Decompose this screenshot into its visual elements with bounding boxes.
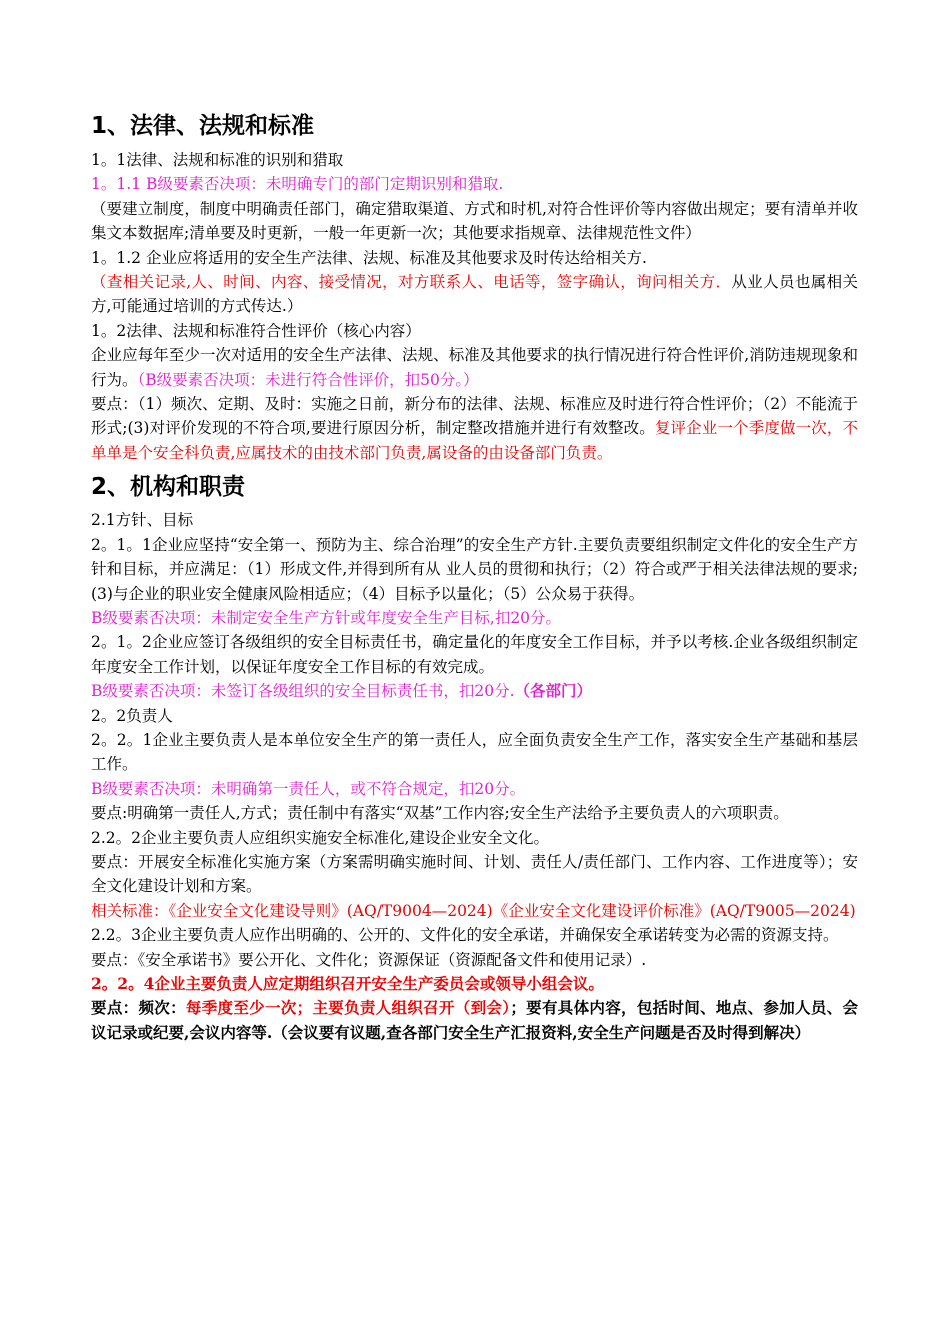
key-points-2-2-1: 要点:明确第一责任人,方式；责任制中有落实“双基”工作内容;安全生产法给予主要负责人的六项职责。 (91, 804, 789, 823)
clause-1-1-2: 1。1.2 企业应将适用的安全生产法律、法规、标准及其他要求及时传达给相关方. (91, 248, 647, 267)
clause-2-2-1: 2。2。1企业主要负责人是本单位安全生产的第一责任人，应全面负责安全生产工作，落实安全生产基础和基层工作。 (91, 730, 858, 774)
clause-1-1: 1。1法律、法规和标准的识别和猎取 (91, 151, 344, 169)
key-points-2-2-2: 要点：开展安全标准化实施方案（方案需明确实施时间、计划、责任人/责任部门、工作内容、工作进度等）；安全文化建设计划和方案。 (91, 852, 858, 896)
note-1-1-2-red: （查相关记录,人、时间、内容、接受情况，对方联系人、电话等，签字确认，询问相关方． (91, 273, 732, 292)
clause-2-1-1: 2。1。1企业应坚持“安全第一、预防为主、综合治理”的安全生产方针.主要负责要组织制定文件化的安全生产方针和目标，并应满足：（1）形成文件,并得到所有从 业人员的贯彻和执行；（2）符合或严于相关法律法规的要求;(3)与企业的职业安全健康风险相适应；（4）目标予以量化；（5）公众易于获得。 (91, 535, 858, 603)
key-points-2-2-4-a: 要点：频次： (91, 998, 186, 1018)
veto-item-1-2: （B级要素否决项：未进行符合性评价，扣50分。） (137, 370, 479, 389)
key-points-2-2-4 (91, 996, 858, 1045)
section-heading-2: 2、机构和职责 (91, 474, 246, 501)
veto-item-1-1-1: 1。1.1 B级要素否决项：未明确专门的部门定期识别和猎取. (91, 175, 504, 194)
clause-1-2: 1。2法律、法规和标准符合性评价（核心内容） (91, 321, 421, 340)
key-points-2-2-4-b: 每季度至少一次；主要负责人组织召开（到会） (185, 998, 511, 1018)
veto-item-2-1-1: B级要素否决项：未制定安全生产方针或年度安全生产目标,扣20分。 (91, 608, 562, 627)
note-1-1-2-black: 从业人员也属相关方,可能通过培训的方式传达.） (91, 273, 858, 316)
clause-2-2: 2。2负责人 (91, 706, 173, 725)
related-standards: 相关标准：《企业安全文化建设导则》(AQ/T9004—2024)《企业安全文化建设评价标准》(AQ/T9005—2024) (91, 901, 856, 920)
key-points-2-2-4-c: ；要有具体内容，包括时间、地点、参加人员、会议记录或纪要,会议内容等.（会议要有议题,查各部门安全生产汇报资料,安全生产问题是否及时得到解决） (91, 998, 858, 1042)
key-points-1-2-text: 要点：（1）频次、定期、及时：实施之日前，新分布的法律、法规、标准应及时进行符合性评价；（2）不能流于形式;(3)对评价发现的不符合项,要进行原因分析，制定整改措施并进行有效整改。 (91, 395, 858, 438)
veto-item-2-2-1: B级要素否决项：未明确第一责任人，或不符合规定，扣20分。 (91, 779, 526, 798)
veto-item-2-1-2 (91, 679, 858, 703)
clause-1-2-body (91, 343, 858, 392)
key-points-2-2-3: 要点：《安全承诺书》要公开化、文件化；资源保证（资源配备文件和使用记录）. (91, 950, 647, 969)
clause-2-2-4: 2。2。4企业主要负责人应定期组织召开安全生产委员会或领导小组会议。 (91, 974, 604, 993)
note-1-1-2 (91, 270, 858, 319)
section-heading-1: 1、法律、法规和标准 (91, 113, 315, 139)
clause-1-2-text: 企业应每年至少一次对适用的安全生产法律、法规、标准及其他要求的执行情况进行符合性评价,消防违规现象和行为。 (91, 346, 858, 389)
key-points-1-2-red: 复评企业一个季度做一次，不单单是个安全科负责,应属技术的由技术部门负责,属设备的由设备部门负责。 (91, 419, 858, 462)
clause-2-1: 2.1方针、目标 (91, 511, 194, 530)
clause-2-2-2: 2.2。2企业主要负责人应组织实施安全标准化,建设企业安全文化。 (91, 828, 549, 847)
clause-2-1-2: 2。1。2企业应签订各级组织的安全目标责任书，确定量化的年度安全工作目标，并予以考核.企业各级组织制定年度安全工作计划，以保证年度安全工作目标的有效完成。 (91, 633, 858, 676)
key-points-1-2 (91, 392, 858, 465)
veto-item-2-1-2-text: B级要素否决项：未签订各级组织的安全目标责任书，扣20分. (91, 682, 515, 701)
veto-item-2-1-2-bold: （各部门） (514, 681, 593, 701)
clause-2-2-3: 2.2。3企业主要负责人应作出明确的、公开的、文件化的安全承诺，并确保安全承诺转变为必需的资源支持。 (91, 926, 839, 945)
note-1-1-1: （要建立制度，制度中明确责任部门，确定猎取渠道、方式和时机,对符合性评价等内容做出规定；要有清单并收集文本数据库;清单要及时更新，一般一年更新一次；其他要求指规章、法律规范性文件） (91, 199, 858, 243)
